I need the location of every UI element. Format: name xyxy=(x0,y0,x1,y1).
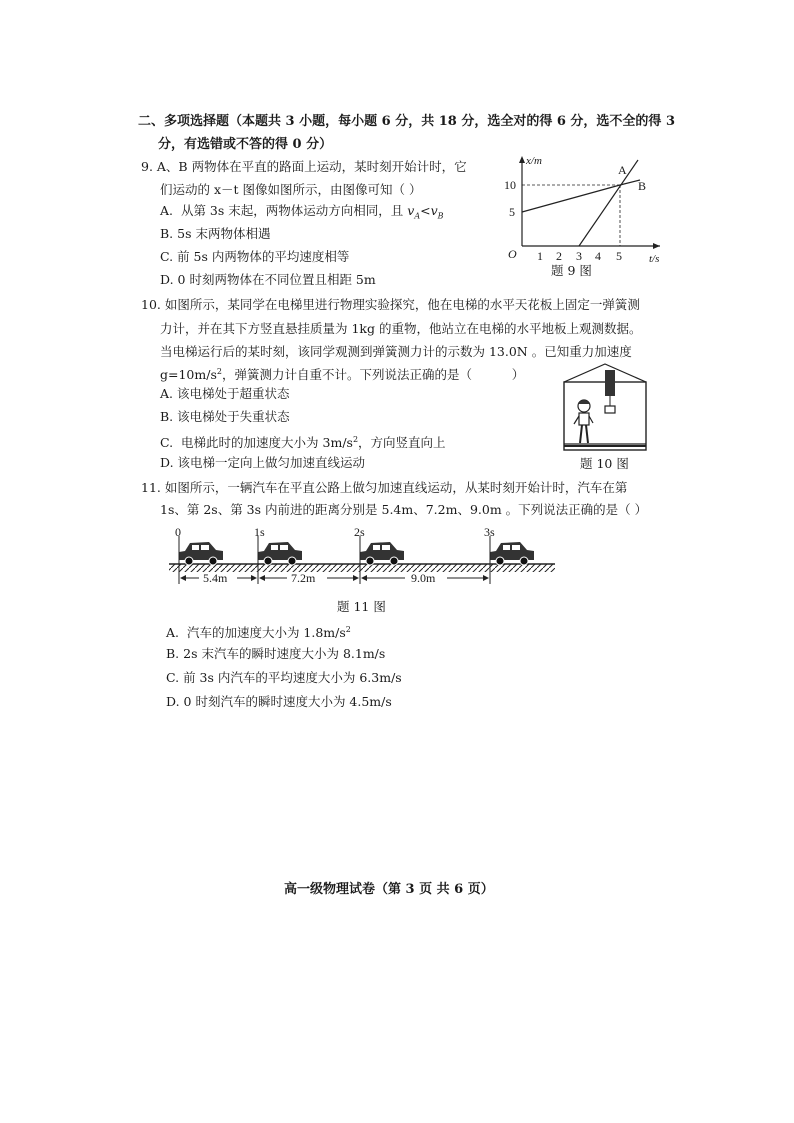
q9-option-d[interactable]: D. 0 时刻两物体在不同位置且相距 5m xyxy=(160,272,376,287)
origin-label: O xyxy=(508,247,517,261)
label-b: B xyxy=(638,179,647,193)
time-label-2s: 2s xyxy=(354,525,365,539)
x-tick-4: 4 xyxy=(595,249,601,263)
q10-option-d[interactable]: D. 该电梯一定向上做匀加速直线运动 xyxy=(160,455,366,470)
time-label-3s: 3s xyxy=(484,525,495,539)
q9-caption: 题 9 图 xyxy=(551,263,592,278)
q10-stem-line2: 力计，并在其下方竖直悬挂质量为 1kg 的重物，他站立在电梯的水平地板上观测数据。 xyxy=(160,321,642,336)
q10-option-a[interactable]: A. 该电梯处于超重状态 xyxy=(160,386,290,401)
q11-option-c[interactable]: C. 前 3s 内汽车的平均速度大小为 6.3m/s xyxy=(166,670,402,685)
q9-option-c[interactable]: C. 前 5s 内两物体的平均速度相等 xyxy=(160,249,350,264)
q11-option-d[interactable]: D. 0 时刻汽车的瞬时速度大小为 4.5m/s xyxy=(166,694,392,709)
q10-stem-line3: 当电梯运行后的某时刻，该同学观测到弹簧测力计的示数为 13.0N 。已知重力加速度 xyxy=(160,344,632,359)
distance-label-1: 5.4m xyxy=(203,571,228,585)
q11-stem-line1: 11. 如图所示，一辆汽车在平直公路上做匀加速直线运动，从某时刻开始计时，汽车在第 xyxy=(141,480,628,495)
q11-option-b[interactable]: B. 2s 末汽车的瞬时速度大小为 8.1m/s xyxy=(166,646,386,661)
q11-caption: 题 11 图 xyxy=(337,599,386,614)
q10-stem-line4: $g=10m/s^2$，弹簧测力计自重不计。下列说法正确的是（ ） xyxy=(160,366,525,382)
line-a xyxy=(579,160,638,246)
q9-stem-line2: 们运动的 x－t 图像如图所示，由图像可知（ ） xyxy=(160,182,422,197)
y-tick-5: 5 xyxy=(509,205,515,219)
q9-stem-line1: 9. A、B 两物体在平直的路面上运动，某时刻开始计时，它 xyxy=(141,159,467,174)
q10-stem-line1: 10. 如图所示，某同学在电梯里进行物理实验探究，他在电梯的水平天花板上固定一弹簧测 xyxy=(141,297,640,312)
x-tick-2: 2 xyxy=(556,249,562,263)
q9-option-b[interactable]: B. 5s 末两物体相遇 xyxy=(160,226,271,241)
distance-label-3: 9.0m xyxy=(411,571,436,585)
distance-label-2: 7.2m xyxy=(291,571,316,585)
section-title-line2: 分，有选错或不答的得 0 分） xyxy=(158,137,333,152)
x-tick-5: 5 xyxy=(616,249,622,263)
section-title-line1: 二、多项选择题（本题共 3 小题，每小题 6 分，共 18 分，选全对的得 6 分，选不全的得 3 xyxy=(138,114,676,129)
q9-option-a[interactable]: A. 从第 3s 末起，两物体运动方向相同，且 $v_A<v_B$ xyxy=(160,203,444,221)
x-tick-1: 1 xyxy=(537,249,543,263)
car-t2 xyxy=(360,542,404,565)
y-axis-label: x/m xyxy=(526,155,542,167)
q11-option-a[interactable]: A. 汽车的加速度大小为 $1.8m/s^2$ xyxy=(166,625,351,641)
page-footer: 高一级物理试卷（第 3 页 共 6 页） xyxy=(284,882,494,897)
car-t0 xyxy=(179,542,223,565)
q11-road-figure xyxy=(165,520,565,590)
time-label-1s: 1s xyxy=(254,525,265,539)
y-tick-10: 10 xyxy=(504,178,516,192)
spring-scale xyxy=(605,370,615,396)
q10-option-c[interactable]: C. 电梯此时的加速度大小为 $3m/s^2$，方向竖直向上 xyxy=(160,435,446,451)
q10-elevator-figure xyxy=(560,360,650,454)
car-t1 xyxy=(258,542,302,565)
x-axis-label: t/s xyxy=(649,253,660,265)
student-figure xyxy=(574,400,593,443)
hanging-weight xyxy=(605,406,615,413)
q11-stem-line2: 1s、第 2s、第 3s 内前进的距离分别是 5.4m、7.2m、9.0m 。下列说法正确的是（ ） xyxy=(160,502,648,517)
q10-option-b[interactable]: B. 该电梯处于失重状态 xyxy=(160,409,290,424)
label-a: A xyxy=(618,163,627,177)
car-t3 xyxy=(490,542,534,565)
time-label-0: 0 xyxy=(175,525,181,539)
x-tick-3: 3 xyxy=(576,249,582,263)
q10-caption: 题 10 图 xyxy=(580,456,629,471)
